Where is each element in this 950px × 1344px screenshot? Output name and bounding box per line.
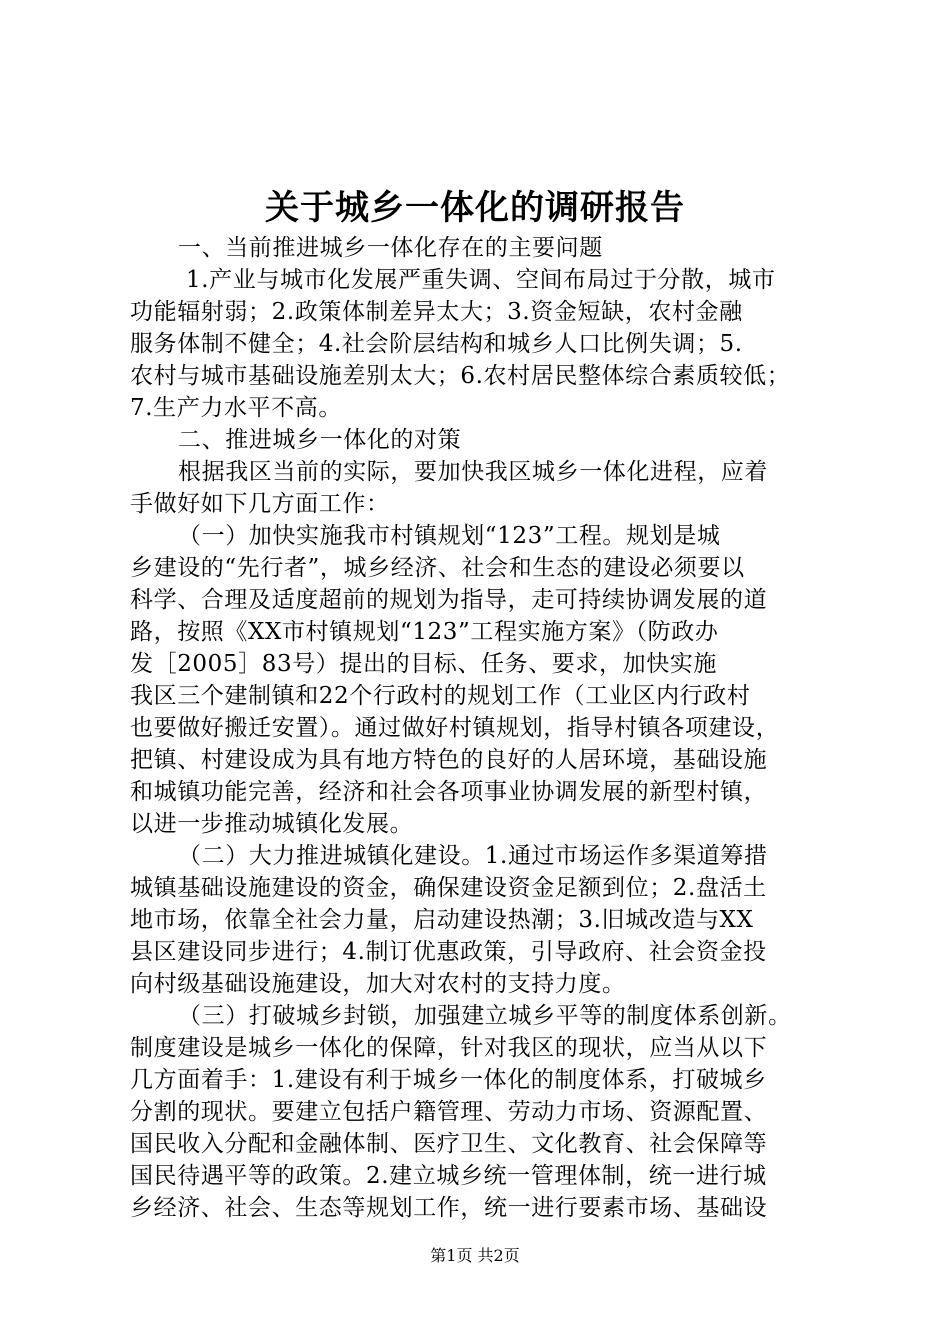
text-line: 路，按照《XX市村镇规划“123”工程实施方案》（防政办 [130,619,719,645]
text-line: 制度建设是城乡一体化的保障，针对我区的现状，应当从以下 [130,1035,768,1061]
text-line: 把镇、村建设成为具有地方特色的良好的人居环境，基础设施 [130,747,768,773]
text-line: 地市场，依靠全社会力量，启动建设热潮；3.旧城改造与XX [130,907,754,933]
text-line: 农村与城市基础设施差别太大；6.农村居民整体综合素质较低； [130,363,791,389]
text-line: 国民待遇平等的政策。2.建立城乡统一管理体制，统一进行城 [130,1163,767,1189]
text-line: 1.产业与城市化发展严重失调、空间布局过于分散，城市 [186,267,776,293]
text-line: 县区建设同步进行；4.制订优惠政策，引导政府、社会资金投 [130,939,767,965]
document-body [130,232,850,1224]
text-line: 科学、合理及适度超前的规划为指导，走可持续协调发展的道 [130,587,768,613]
text-line: 分割的现状。要建立包括户籍管理、劳动力市场、资源配置、 [130,1099,768,1125]
text-line: 以进一步推动城镇化发展。 [130,811,414,837]
text-line: （二）大力推进城镇化建设。1.通过市场运作多渠道筹措 [178,843,768,869]
text-line: 我区三个建制镇和22个行政村的规划工作（工业区内行政村 [130,683,751,709]
text-line: 和城镇功能完善，经济和社会各项事业协调发展的新型村镇， [130,779,768,805]
text-line: （一）加快实施我市村镇规划“123”工程。规划是城 [178,523,721,549]
text-line: 功能辐射弱；2.政策体制差异太大；3.资金短缺，农村金融 [130,299,743,325]
section-heading: 二、推进城乡一体化的对策 [178,427,462,453]
text-line: 城镇基础设施建设的资金，确保建设资金足额到位；2.盘活土 [130,875,767,901]
text-line: 手做好如下几方面工作： [130,491,390,517]
section-heading: 一、当前推进城乡一体化存在的主要问题 [178,235,603,261]
document-title: 关于城乡一体化的调研报告 [265,188,685,228]
text-line: 国民收入分配和金融体制、医疗卫生、文化教育、社会保障等 [130,1131,768,1157]
text-line: 发［2005］83号）提出的目标、任务、要求，加快实施 [130,651,717,677]
text-line: （三）打破城乡封锁，加强建立城乡平等的制度体系创新。 [178,1003,792,1029]
page-footer: 第1页 共2页 [430,1246,520,1265]
text-line: 7.生产力水平不高。 [130,395,342,421]
text-line: 乡经济、社会、生态等规划工作，统一进行要素市场、基础设 [130,1195,768,1221]
text-line: 服务体制不健全；4.社会阶层结构和城乡人口比例失调；5. [130,331,743,357]
text-line: 也要做好搬迁安置）。通过做好村镇规划，指导村镇各项建设， [130,715,780,741]
text-line: 乡建设的“先行者”，城乡经济、社会和生态的建设必须要以 [130,555,745,581]
text-line: 根据我区当前的实际，要加快我区城乡一体化进程，应着 [178,459,768,485]
text-line: 几方面着手：1.建设有利于城乡一体化的制度体系，打破城乡 [130,1067,767,1093]
text-line: 向村级基础设施建设，加大对农村的支持力度。 [130,971,626,997]
